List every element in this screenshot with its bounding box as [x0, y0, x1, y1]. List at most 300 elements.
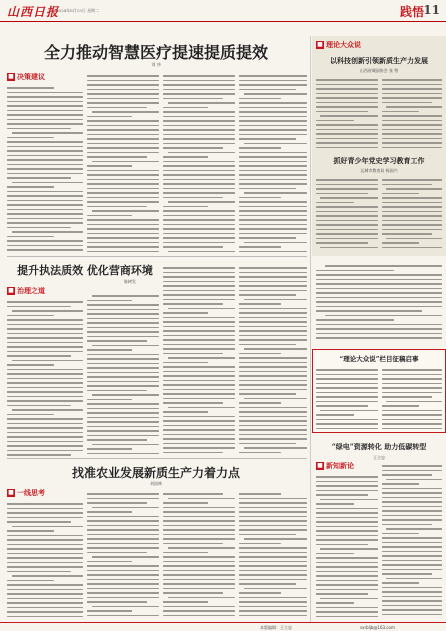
text-line: [316, 616, 378, 618]
text-line: [239, 111, 307, 113]
text-line: [7, 319, 83, 321]
text-line: [7, 96, 83, 98]
text-line: [12, 360, 83, 362]
text-line: [316, 535, 378, 537]
text-line: [87, 188, 159, 190]
text-line: [386, 528, 442, 530]
text-line: [316, 557, 378, 559]
text-line: [382, 93, 442, 95]
text-line: [239, 493, 281, 495]
text-line: [163, 579, 235, 581]
text-line: [382, 506, 442, 508]
text-line: [7, 369, 83, 371]
text-line: [87, 358, 159, 360]
text-line: [382, 111, 419, 113]
text-lines: [382, 465, 442, 615]
text-line: [316, 611, 378, 613]
text-line: [382, 497, 442, 499]
text-line: [92, 444, 159, 446]
text-line: [87, 430, 159, 432]
text-lines: [87, 295, 159, 454]
text-line: [7, 249, 83, 251]
text-line: [382, 229, 442, 231]
text-line: [87, 561, 132, 563]
text-line: [87, 403, 159, 405]
text-line: [87, 201, 159, 203]
text-line: [163, 420, 235, 422]
text-line: [239, 206, 307, 208]
text-line: [163, 452, 223, 454]
text-line: [92, 210, 159, 212]
text-line: [12, 575, 83, 577]
text-line: [239, 498, 307, 500]
text-line: [92, 606, 159, 608]
text-line: [87, 170, 159, 172]
text-line: [382, 510, 442, 512]
text-line: [87, 246, 159, 248]
text-line: [239, 389, 307, 391]
text-line: [239, 375, 307, 377]
text-line: [87, 592, 159, 594]
text-line: [87, 340, 147, 342]
article3-body-col2: [87, 490, 159, 620]
text-line: [87, 75, 159, 77]
text-line: [163, 538, 235, 540]
text-line: [163, 317, 235, 319]
text-line: [12, 310, 83, 312]
text-line: [163, 174, 235, 176]
text-line: [7, 414, 54, 416]
text-line: [87, 565, 159, 567]
text-line: [316, 274, 442, 276]
sidebar-byline2: 运城市教育局 杨国兴: [360, 168, 398, 173]
text-line: [239, 156, 307, 158]
text-line: [163, 179, 235, 181]
text-line: [87, 242, 159, 244]
text-line: [7, 333, 83, 335]
text-line: [163, 438, 235, 440]
text-line: [163, 89, 235, 91]
text-line: [382, 465, 442, 467]
text-line: [168, 597, 235, 599]
text-line: [316, 184, 378, 186]
text-line: [87, 219, 159, 221]
text-line: [87, 192, 159, 194]
text-line: [163, 134, 235, 136]
text-line: [163, 143, 235, 145]
text-line: [163, 210, 235, 212]
sidebar-body4-col1: [316, 473, 378, 619]
text-line: [87, 143, 159, 145]
tag-marker-icon: ■: [317, 40, 323, 48]
text-line: [382, 492, 442, 494]
text-line: [7, 328, 83, 330]
text-line: [382, 79, 442, 81]
text-line: [244, 143, 307, 145]
text-line: [163, 246, 223, 248]
text-line: [316, 142, 378, 144]
sidebar-tag2-label: 新知新论: [326, 461, 354, 470]
text-line: [163, 556, 235, 558]
text-line: [382, 193, 419, 195]
text-line: [239, 134, 307, 136]
text-lines: [316, 79, 378, 148]
text-line: [87, 498, 159, 500]
text-line: [316, 396, 378, 398]
text-line: [163, 402, 223, 404]
text-line: [316, 414, 354, 416]
text-line: [316, 179, 378, 181]
text-line: [382, 609, 442, 611]
text-line: [239, 75, 307, 77]
text-line: [316, 580, 378, 582]
text-line: [7, 123, 83, 125]
text-line: [239, 183, 307, 185]
text-line: [7, 382, 83, 384]
text-line: [87, 390, 147, 392]
text-line: [239, 371, 307, 373]
text-line: [87, 251, 159, 253]
article3-headline: 找准农业发展新质生产力着力点: [71, 466, 240, 480]
text-line: [87, 89, 159, 91]
text-line: [239, 237, 296, 239]
text-line: [316, 512, 378, 514]
text-line: [244, 447, 307, 449]
text-line: [163, 507, 235, 509]
text-line: [239, 330, 307, 332]
text-line: [316, 97, 378, 99]
text-line: [316, 401, 378, 403]
text-line: [382, 555, 442, 557]
text-line: [7, 191, 83, 193]
text-line: [163, 615, 235, 617]
text-line: [316, 279, 442, 281]
text-line: [239, 308, 307, 310]
text-line: [239, 357, 307, 359]
text-line: [239, 188, 296, 190]
text-line: [163, 447, 235, 449]
text-line: [87, 511, 132, 513]
text-line: [7, 553, 83, 555]
text-line: [316, 419, 378, 421]
article1-headline: 全力推动智慧医疗提速提质提效: [43, 43, 268, 62]
text-line: [7, 337, 83, 339]
text-line: [239, 425, 307, 427]
article2-byline: 陈树发: [124, 279, 136, 284]
text-lines: [382, 179, 442, 248]
text-line: [87, 363, 159, 365]
text-line: [163, 138, 235, 140]
text-line: [382, 582, 419, 584]
text-line: [239, 147, 281, 149]
text-line: [316, 129, 378, 131]
text-line: [239, 312, 307, 314]
text-line: [7, 105, 83, 107]
text-line: [7, 454, 71, 456]
text-line: [316, 369, 378, 371]
text-line: [7, 164, 83, 166]
text-lines: [382, 79, 442, 148]
text-line: [7, 101, 83, 103]
text-line: [163, 335, 235, 337]
text-line: [7, 173, 83, 175]
text-line: [163, 299, 235, 301]
text-line: [7, 87, 54, 89]
footer-editor: 本版编辑：王立忠: [260, 625, 292, 630]
article3-byline: 刘国林: [150, 481, 162, 486]
text-line: [87, 448, 132, 450]
text-line: [163, 197, 223, 199]
text-line: [244, 242, 307, 244]
text-line: [382, 133, 442, 135]
text-line: [7, 503, 83, 505]
text-line: [239, 120, 307, 122]
text-line: [7, 593, 83, 595]
text-line: [163, 398, 235, 400]
text-line: [163, 224, 235, 226]
text-line: [7, 535, 83, 537]
text-line: [7, 195, 83, 197]
text-line: [239, 579, 307, 581]
text-line: [316, 494, 368, 496]
text-line: [7, 427, 83, 429]
text-line: [244, 348, 307, 350]
text-line: [7, 418, 83, 420]
text-line: [7, 92, 83, 94]
text-line: [163, 552, 208, 554]
text-line: [316, 526, 378, 528]
text-line: [7, 598, 83, 600]
text-line: [244, 299, 307, 301]
text-line: [239, 251, 307, 253]
text-line: [7, 562, 83, 564]
text-line: [316, 593, 368, 595]
text-line: [163, 371, 235, 373]
text-line: [163, 534, 235, 536]
article2-tag-label: 治理之道: [17, 286, 45, 295]
text-line: [382, 202, 442, 204]
text-line: [87, 516, 159, 518]
text-line: [382, 519, 442, 521]
text-line: [316, 428, 378, 430]
text-line: [382, 88, 442, 90]
text-line: [87, 147, 159, 149]
text-line: [239, 547, 307, 549]
text-line: [87, 336, 159, 338]
text-line: [316, 283, 442, 285]
text-line: [239, 98, 281, 100]
text-line: [87, 408, 159, 410]
sidebar-headline3: “绿电”资源转化 助力低碳转型: [331, 442, 427, 451]
text-line: [382, 369, 442, 371]
text-line: [7, 213, 83, 215]
text-line: [87, 174, 159, 176]
text-line: [12, 132, 83, 134]
text-line: [7, 351, 83, 353]
text-line: [7, 218, 83, 220]
text-line: [382, 383, 442, 385]
text-line: [382, 220, 442, 222]
tag-marker-icon: ■: [8, 286, 14, 294]
text-line: [87, 574, 159, 576]
text-line: [163, 592, 223, 594]
text-line: [316, 147, 378, 149]
text-line: [163, 281, 235, 283]
text-line: [239, 339, 307, 341]
text-line: [168, 308, 235, 310]
text-lines: [163, 75, 235, 252]
text-line: [316, 602, 354, 604]
text-line: [239, 317, 307, 319]
text-line: [382, 501, 442, 503]
text-line: [163, 511, 235, 513]
text-line: [316, 387, 378, 389]
text-line: [87, 313, 159, 315]
text-line: [239, 402, 281, 404]
text-line: [239, 233, 307, 235]
text-line: [382, 242, 419, 244]
text-line: [239, 380, 307, 382]
text-line: [316, 476, 378, 478]
text-line: [7, 119, 83, 121]
text-line: [239, 438, 307, 440]
text-line: [168, 407, 235, 409]
text-line: [163, 276, 235, 278]
text-line: [87, 197, 159, 199]
text-lines: [7, 87, 83, 251]
text-line: [7, 548, 83, 550]
text-line: [239, 565, 307, 567]
text-line: [316, 79, 378, 81]
text-line: [87, 367, 159, 369]
text-line: [239, 197, 281, 199]
text-line: [316, 106, 378, 108]
text-line: [92, 556, 159, 558]
text-line: [382, 142, 442, 144]
text-lines: [316, 179, 378, 248]
text-line: [382, 147, 442, 149]
text-line: [87, 120, 159, 122]
text-line: [316, 589, 378, 591]
text-line: [382, 591, 442, 593]
text-line: [316, 405, 368, 407]
text-line: [87, 538, 159, 540]
sidebar-body4-col2: [382, 462, 442, 619]
section-name: 践悟: [399, 5, 424, 19]
text-line: [7, 110, 83, 112]
text-line: [239, 561, 307, 563]
text-line: [239, 592, 281, 594]
text-line: [7, 301, 83, 303]
text-line: [87, 435, 159, 437]
text-line: [168, 152, 235, 154]
text-line: [163, 525, 235, 527]
text-line: [239, 416, 307, 418]
text-line: [325, 315, 442, 317]
text-line: [316, 202, 354, 204]
text-line: [239, 170, 307, 172]
text-line: [87, 138, 159, 140]
text-line: [382, 120, 442, 122]
text-line: [382, 138, 442, 140]
text-line: [239, 556, 307, 558]
text-line: [87, 116, 132, 118]
text-line: [239, 80, 307, 82]
text-line: [239, 353, 281, 355]
text-line: [382, 211, 442, 213]
text-line: [244, 398, 307, 400]
text-line: [7, 346, 83, 348]
text-line: [320, 548, 378, 550]
text-line: [163, 583, 235, 585]
text-line: [316, 188, 378, 190]
text-line: [316, 575, 378, 577]
text-line: [7, 137, 54, 139]
text-line: [7, 441, 83, 443]
text-line: [316, 584, 378, 586]
text-line: [163, 375, 235, 377]
text-line: [7, 378, 83, 380]
text-line: [87, 376, 159, 378]
text-line: [239, 321, 307, 323]
text-line: [87, 233, 159, 235]
text-line: [316, 517, 378, 519]
text-lines: [239, 75, 307, 252]
text-line: [316, 233, 378, 235]
text-line: [316, 297, 442, 299]
text-line: [163, 188, 235, 190]
text-line: [382, 470, 442, 472]
text-line: [316, 607, 378, 609]
text-line: [12, 182, 83, 184]
article1-tag: [7, 72, 45, 81]
text-line: [316, 328, 442, 330]
text-line: [7, 391, 83, 393]
text-lines: [316, 265, 442, 339]
text-line: [316, 530, 378, 532]
text-line: [87, 615, 159, 617]
text-line: [316, 102, 378, 104]
tag-marker-icon: ■: [8, 72, 14, 80]
text-line: [239, 434, 307, 436]
sidebar-divider: [310, 36, 311, 622]
text-line: [316, 224, 378, 226]
text-line: [92, 507, 159, 509]
text-line: [87, 534, 159, 536]
text-line: [87, 583, 159, 585]
text-line: [239, 224, 307, 226]
text-line: [87, 588, 159, 590]
text-line: [163, 84, 235, 86]
text-lines: [316, 476, 378, 617]
text-line: [316, 270, 394, 272]
text-line: [163, 520, 235, 522]
text-line: [316, 124, 378, 126]
text-line: [163, 170, 235, 172]
text-line: [316, 544, 368, 546]
tag-marker-icon: ■: [317, 461, 323, 469]
text-line: [163, 294, 235, 296]
text-line: [382, 378, 442, 380]
text-line: [163, 610, 235, 612]
text-line: [316, 392, 378, 394]
text-line: [239, 543, 281, 545]
text-line: [316, 378, 378, 380]
text-line: [7, 222, 83, 224]
text-line: [7, 236, 54, 238]
page-number: 11: [423, 3, 440, 17]
text-line: [239, 267, 307, 269]
